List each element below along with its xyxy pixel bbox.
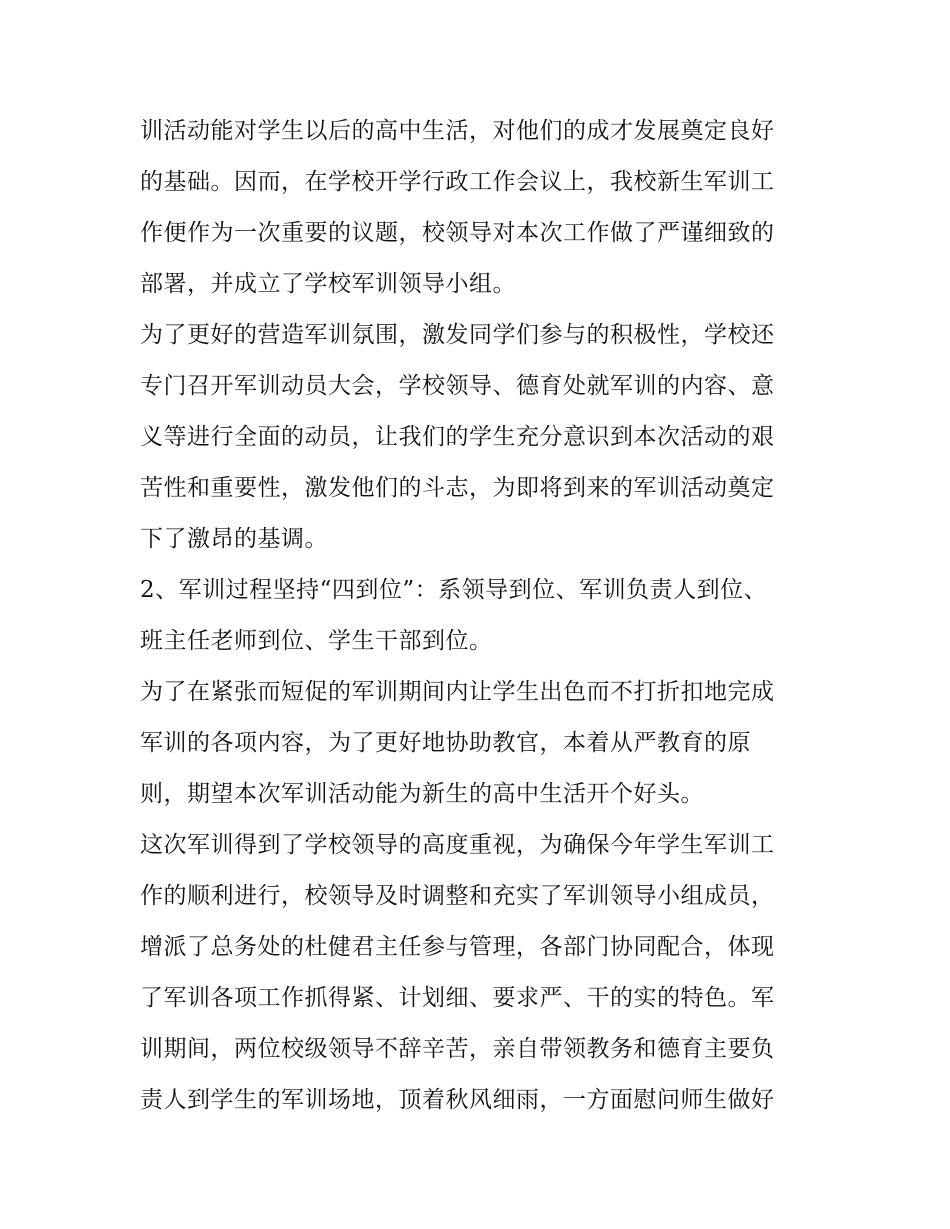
- text-line: 作的顺利进行，校领导及时调整和充实了军训领导小组成员，: [140, 883, 775, 909]
- text-line: 责人到学生的军训场地，顶着秋风细雨，一方面慰问师生做好: [140, 1087, 775, 1113]
- text-line: 班主任老师到位、学生干部到位。: [140, 628, 493, 654]
- text-line: 苦性和重要性，激发他们的斗志，为即将到来的军训活动奠定: [140, 475, 775, 501]
- document-body: [140, 106, 820, 1126]
- text-line: 部署，并成立了学校军训领导小组。: [140, 271, 516, 297]
- text-line: 义等进行全面的动员，让我们的学生充分意识到本次活动的艰: [140, 424, 775, 450]
- text-line: 了军训各项工作抓得紧、计划细、要求严、干的实的特色。军: [140, 985, 775, 1011]
- text-line: 军训的各项内容，为了更好地协助教官，本着从严教育的原: [140, 730, 751, 756]
- text-line: 专门召开军训动员大会，学校领导、德育处就军训的内容、意: [140, 373, 775, 399]
- text-line: 下了激昂的基调。: [140, 526, 328, 552]
- text-line: 的基础。因而，在学校开学行政工作会议上，我校新生军训工: [140, 169, 775, 195]
- text-line: 则，期望本次军训活动能为新生的高中生活开个好头。: [140, 781, 704, 807]
- text-line: 2、军训过程坚持“四到位”：系领导到位、军训负责人到位、: [140, 577, 768, 603]
- text-line: 训期间，两位校级领导不辞辛苦，亲自带领教务和德育主要负: [140, 1036, 775, 1062]
- text-line: 这次军训得到了学校领导的高度重视，为确保今年学生军训工: [140, 832, 775, 858]
- text-line: 增派了总务处的杜健君主任参与管理，各部门协同配合，体现: [140, 934, 775, 960]
- text-line: 为了在紧张而短促的军训期间内让学生出色而不打折扣地完成: [140, 679, 775, 705]
- text-line: 作便作为一次重要的议题，校领导对本次工作做了严谨细致的: [140, 220, 775, 246]
- text-line: 为了更好的营造军训氛围，激发同学们参与的积极性，学校还: [140, 322, 775, 348]
- text-line: 训活动能对学生以后的高中生活，对他们的成才发展奠定良好: [140, 118, 775, 144]
